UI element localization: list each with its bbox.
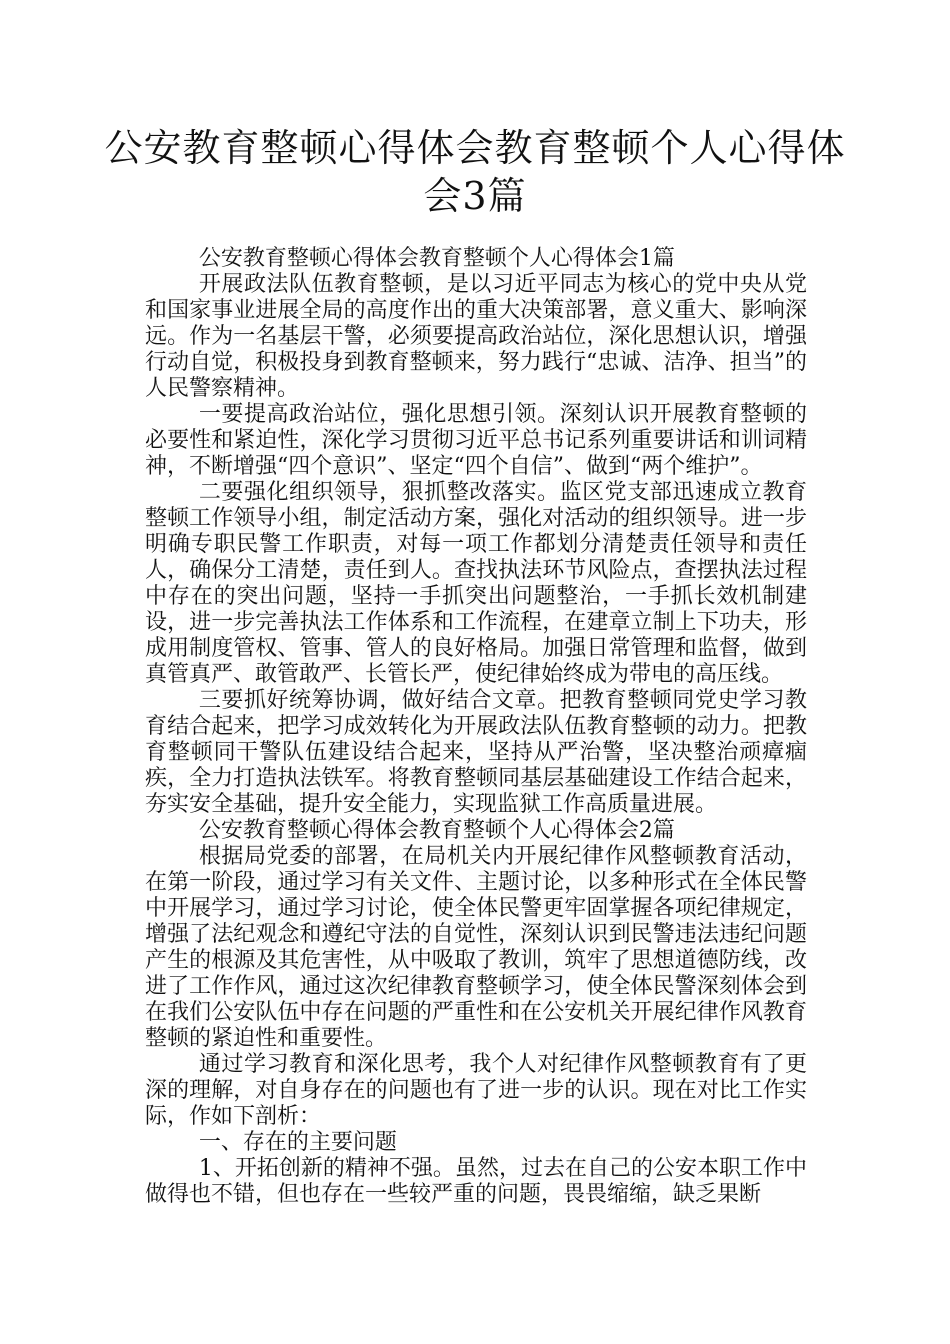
paragraph: 开展政法队伍教育整顿，是以习近平同志为核心的党中央从党和国家事业进展全局的高度作出的重大决策部署，意义重大、影响深远。作为一名基层干警，必须要提高政治站位，深化思想认识，增强行动自觉，积极投身到教育整顿来，努力践行“忠诚、洁净、担当”的人民警察精神。 (145, 272, 807, 401)
document-title: 公安教育整顿心得体会教育整顿个人心得体会3篇 (104, 126, 846, 218)
paragraph: 二要强化组织领导，狠抓整改落实。监区党支部迅速成立教育整顿工作领导小组，制定活动方案，强化对活动的组织领导。进一步明确专职民警工作职责，对每一项工作都划分清楚责任领导和责任人，确保分工清楚，责任到人。查找执法环节风险点，查摆执法过程中存在的突出问题，坚持一手抓突出问题整治，一手抓长效机制建设，进一步完善执法工作体系和工作流程，在建章立制上下功夫，形成用制度管权、管事、管人的良好格局。加强日常管理和监督，做到真管真严、敢管敢严、长管长严，使纪律始终成为带电的高压线。 (145, 480, 807, 687)
paragraph: 一要提高政治站位，强化思想引领。深刻认识开展教育整顿的必要性和紧迫性，深化学习贯彻习近平总书记系列重要讲话和训词精神，不断增强“四个意识”、坚定“四个自信”、做到“两个维护”。 (145, 402, 807, 479)
paragraph: 1、开拓创新的精神不强。虽然，过去在自己的公安本职工作中做得也不错，但也存在一些较严重的问题，畏畏缩缩，缺乏果断 (145, 1156, 807, 1207)
paragraph: 通过学习教育和深化思考，我个人对纪律作风整顿教育有了更深的理解，对自身存在的问题也有了进一步的认识。现在对比工作实际，作如下剖析： (145, 1052, 807, 1129)
section-heading-2: 公安教育整顿心得体会教育整顿个人心得体会2篇 (198, 818, 675, 843)
paragraph: 三要抓好统筹协调，做好结合文章。把教育整顿同党史学习教育结合起来，把学习成效转化为开展政法队伍教育整顿的动力。把教育整顿同干警队伍建设结合起来，坚持从严治警，坚决整治顽瘴痼疾，全力打造执法铁军。将教育整顿同基层基础建设工作结合起来，夯实安全基础，提升安全能力，实现监狱工作高质量进展。 (145, 688, 807, 817)
document-body (145, 246, 807, 1208)
subheading: 一、存在的主要问题 (198, 1130, 397, 1155)
paragraph: 根据局党委的部署，在局机关内开展纪律作风整顿教育活动，在第一阶段，通过学习有关文件、主题讨论，以多种形式在全体民警中开展学习，通过学习讨论，使全体民警更牢固掌握各项纪律规定，增强了法纪观念和遵纪守法的自觉性，深刻认识到民警违法违纪问题产生的根源及其危害性，从中吸取了教训，筑牢了思想道德防线，改进了工作作风，通过这次纪律教育整顿学习，使全体民警深刻体会到在我们公安队伍中存在问题的严重性和在公安机关开展纪律作风教育整顿的紧迫性和重要性。 (145, 844, 807, 1051)
section-heading-1: 公安教育整顿心得体会教育整顿个人心得体会1篇 (198, 246, 675, 271)
